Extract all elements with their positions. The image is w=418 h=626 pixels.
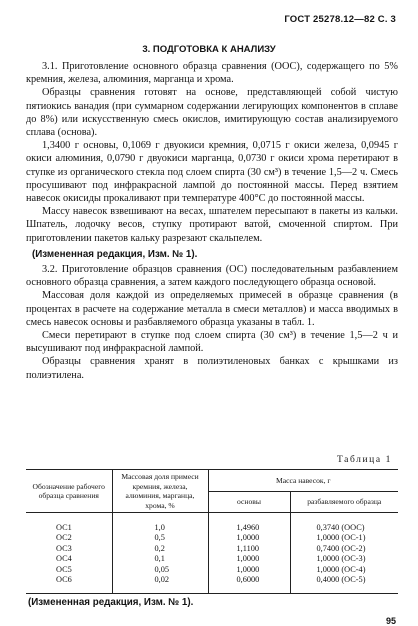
body-text: [26, 60, 398, 382]
paragraph-storage: Образцы сравнения хранят в полиэтиленовых банках с крышками из полиэтилена.: [26, 356, 398, 381]
paragraph-weights: 1,3400 г основы, 0,1069 г двуокиси кремния, 0,0715 г окиси железа, 0,0945 г окиси алюминия, 0,0790 г двуокиси марганца, 0,0730 г окиси хрома перетирают в ступке из органического стекла под слоем спирта (30 см³) в течение 1,5—2 ч. Смесь просушивают под инфракрасной лампой до постоянной массы. Перед взятием навесок окисиды прокаливают при температуре 400°С до постоянной массы.: [26, 140, 398, 205]
cell-sample: ОС3: [26, 544, 112, 554]
table-row: [26, 544, 398, 554]
cell-fraction: 1,0: [112, 513, 208, 534]
header-base: основы: [208, 491, 290, 513]
cell-fraction: 0,2: [112, 544, 208, 554]
cell-diluted: 1,0000 (ОС-4): [290, 565, 398, 575]
table-row: [26, 575, 398, 594]
revision-note: (Измененная редакция, Изм. № 1).: [32, 248, 198, 260]
cell-sample: ОС6: [26, 575, 112, 594]
paragraph-3-1: 3.1. Приготовление основного образца сравнения (ООС), содержащего по 5% кремния, железа, алюминия, марганца и хрома.: [26, 61, 398, 86]
cell-base: 1,0000: [208, 565, 290, 575]
footer-revision-note: (Измененная редакция, Изм. № 1).: [28, 597, 194, 608]
cell-fraction: 0,02: [112, 575, 208, 594]
table-row: [26, 513, 398, 534]
table-row: [26, 533, 398, 543]
cell-base: 1,4960: [208, 513, 290, 534]
cell-diluted: 0,3740 (ООС): [290, 513, 398, 534]
cell-diluted: 1,0000 (ОС-1): [290, 533, 398, 543]
cell-diluted: 0,4000 (ОС-5): [290, 575, 398, 594]
running-header: ГОСТ 25278.12—82 С. 3: [284, 14, 396, 25]
cell-sample: ОС5: [26, 565, 112, 575]
header-diluted: разбавляемого образца: [290, 491, 398, 513]
header-sample: Обозначение рабочего образца сравнения: [26, 470, 112, 513]
paragraph-samples-base: Образцы сравнения готовят на основе, представляющей собой чистую пятиокись ванадия (при суммарном содержании легирующих компонентов в сплаве до 8%) или искусственную смесь окислов, имитирующую состав анализируемого сплава (основа).: [26, 87, 398, 139]
section-title: 3. ПОДГОТОВКА К АНАЛИЗУ: [142, 44, 276, 55]
table-caption: Таблица 1: [336, 455, 392, 465]
cell-fraction: 0,5: [112, 533, 208, 543]
cell-sample: ОС2: [26, 533, 112, 543]
cell-diluted: 0,7400 (ОС-2): [290, 544, 398, 554]
cell-fraction: 0,05: [112, 565, 208, 575]
paragraph-mass-fraction: Массовая доля каждой из определяемых примесей в образце сравнения (в процентах в расчете на содержание металла в смеси металлов) и масса вводимых в смесь навесок основы и разбавляемого образца указаны в табл. 1.: [26, 290, 398, 328]
paragraph-grinding: Смеси перетирают в ступке под слоем спирта (30 см³) в течение 1,5—2 ч и высушивают под инфракрасной лампой.: [26, 330, 398, 355]
cell-sample: ОС4: [26, 554, 112, 564]
page-number: 95: [385, 616, 396, 626]
header-mass-group: Масса навесок, г: [208, 470, 398, 492]
cell-base: 1,1100: [208, 544, 290, 554]
cell-sample: ОС1: [26, 513, 112, 534]
cell-diluted: 1,0000 (ОС-3): [290, 554, 398, 564]
cell-base: 0,6000: [208, 575, 290, 594]
table-row: [26, 565, 398, 575]
header-mass-fraction: Массовая доля примеси кремния, железа, алюминия, марганца, хрома, %: [112, 470, 208, 513]
cell-fraction: 0,1: [112, 554, 208, 564]
cell-base: 1,0000: [208, 554, 290, 564]
paragraph-weighing: Массу навесок взвешивают на весах, шпателем пересыпают в пакеты из кальки. Шпатель, лодочку весов, ступку протирают ватой, смоченной спиртом. При приготовлении пакетов кальку разрезают скальпелем.: [26, 206, 398, 244]
paragraph-3-2: 3.2. Приготовление образцов сравнения (ОС) последовательным разбавлением основного образца сравнения, а затем каждого последующего образца основой.: [26, 264, 398, 289]
cell-base: 1,0000: [208, 533, 290, 543]
table-row: [26, 554, 398, 564]
table-1: [26, 469, 398, 594]
